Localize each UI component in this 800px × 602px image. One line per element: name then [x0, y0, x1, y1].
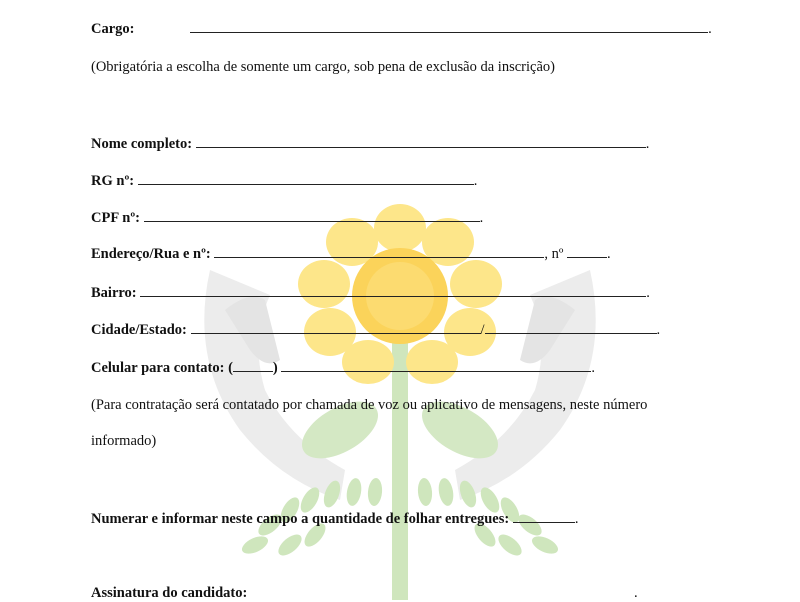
rg-field[interactable] [138, 171, 474, 185]
cargo-note: (Obrigatória a escolha de somente um cargo, sob pena de exclusão da inscrição) [91, 59, 555, 75]
nome-label: Nome completo: [91, 136, 193, 152]
rg-label: RG nº: [91, 173, 135, 189]
cpf-field[interactable] [144, 208, 480, 222]
celular-label: Celular para contato: ( [91, 360, 233, 376]
endereco-field[interactable] [214, 244, 544, 258]
folhas-field[interactable] [513, 509, 575, 523]
cidade-label: Cidade/Estado: [91, 322, 187, 338]
assinatura-period: . [633, 585, 638, 601]
cidade-period: . [656, 322, 661, 338]
cidade-field[interactable] [191, 320, 481, 334]
celular-note-line1: (Para contratação será contatado por chamada de voz ou aplicativo de mensagens, neste número [91, 397, 648, 413]
celular-period: . [591, 360, 595, 376]
folhas-label: Numerar e informar neste campo a quantidade de folhar entregues: [91, 511, 510, 527]
nome-row [91, 134, 649, 153]
bairro-field[interactable] [140, 283, 646, 297]
endereco-label: Endereço/Rua e nº: [91, 246, 211, 262]
bairro-label: Bairro: [91, 285, 137, 301]
endereco-period: . [606, 246, 611, 262]
assinatura-row [91, 584, 638, 602]
cargo-label: Cargo: [91, 21, 135, 37]
cpf-label: CPF nº: [91, 210, 140, 226]
estado-field[interactable] [485, 320, 657, 334]
celular-row [91, 358, 595, 377]
bairro-period: . [646, 285, 650, 301]
bairro-row [91, 283, 650, 302]
assinatura-label: Assinatura do candidato: [91, 585, 248, 601]
celular-note-line2: informado) [91, 433, 157, 449]
folhas-period: . [574, 511, 579, 527]
cpf-period: . [479, 210, 484, 226]
rg-row [91, 171, 477, 190]
nome-field[interactable] [196, 134, 646, 148]
endereco-num-label: , nº [544, 246, 564, 262]
cargo-field[interactable] [190, 19, 708, 33]
cidade-row [91, 320, 660, 339]
celular-field[interactable] [281, 358, 591, 372]
celular-close-paren: ) [272, 360, 278, 376]
rg-period: . [473, 173, 478, 189]
nome-period: . [645, 136, 650, 152]
cidade-separator: / [480, 322, 485, 338]
cargo-period: . [708, 21, 712, 37]
cpf-row [91, 208, 483, 227]
ddd-field[interactable] [233, 358, 273, 372]
endereco-num-field[interactable] [567, 244, 607, 258]
cargo-row [91, 19, 712, 38]
folhas-row [91, 509, 578, 528]
endereco-row [91, 244, 611, 263]
